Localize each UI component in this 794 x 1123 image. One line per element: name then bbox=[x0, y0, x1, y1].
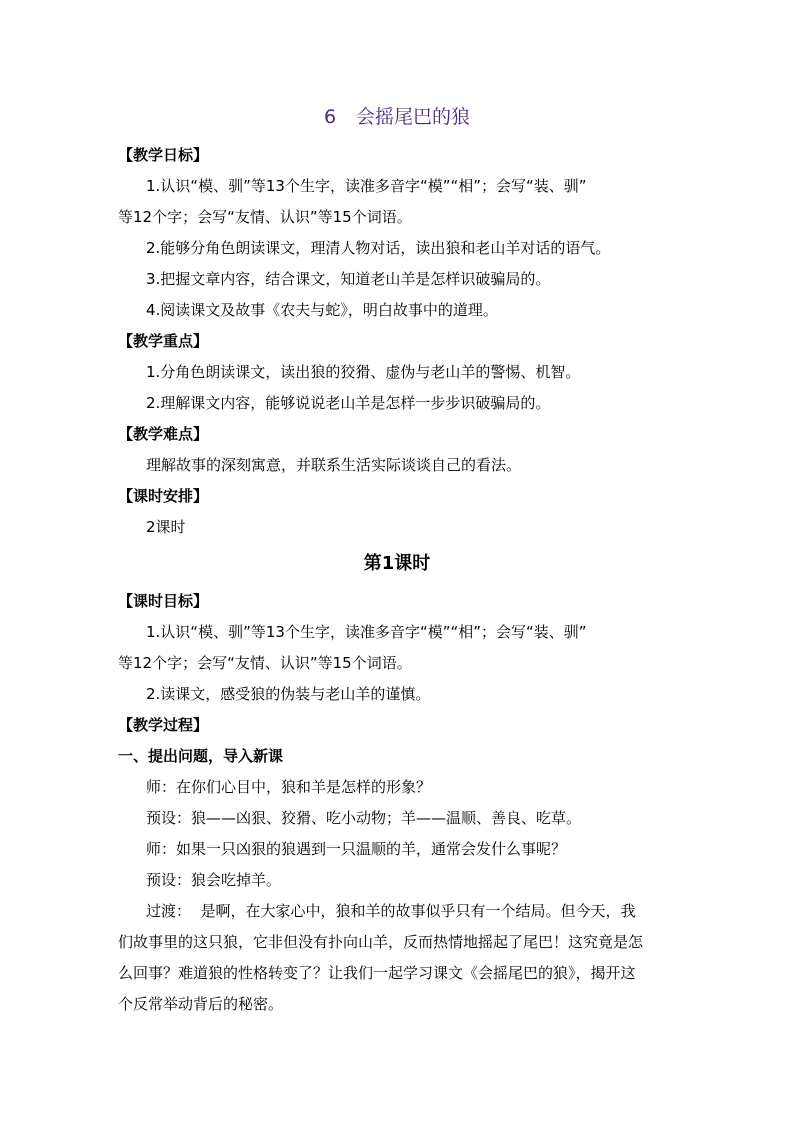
goals-heading: 【教学日标】 bbox=[118, 146, 209, 164]
difficulty-text: 理解故事的深刻寓意，并联系生活实际谈谈自己的看法。 bbox=[146, 456, 522, 474]
preset-answer-1: 预设：狼——凶狠、狡猾、吃小动物；羊——温顺、善良、吃草。 bbox=[146, 809, 582, 827]
period-goals-heading: 【课时目标】 bbox=[118, 592, 209, 610]
goal-2: 2.能够分角色朗读课文，理清人物对话，读出狼和老山羊对话的语气。 bbox=[146, 239, 611, 257]
teacher-question-2: 师：如果一只凶狠的狼遇到一只温顺的羊，通常会发什么事呢？ bbox=[146, 840, 567, 858]
process-heading: 【教学过程】 bbox=[118, 716, 209, 734]
goal-1-line-1: 1.认识“模、驯”等13个生字，读准多音字“模”“相”；会写“装、驯” bbox=[146, 177, 587, 195]
transition-line-1: 过渡： 是啊，在大家心中，狼和羊的故事似乎只有一个结局。但今天，我 bbox=[146, 902, 636, 920]
preset-answer-2: 预设：狼会吃掉羊。 bbox=[146, 871, 282, 889]
transition-line-3: 么回事？难道狼的性格转变了？让我们一起学习课文《会摇尾巴的狼》，揭开这 bbox=[118, 964, 636, 982]
transition-line-2: 们故事里的这只狼，它非但没有扑向山羊，反而热情地摇起了尾巴！这究竟是怎 bbox=[118, 933, 644, 951]
schedule-heading: 【课时安排】 bbox=[118, 487, 209, 505]
schedule-text: 2课时 bbox=[146, 518, 186, 536]
lesson-title bbox=[0, 105, 794, 129]
focus-heading: 【教学重点】 bbox=[118, 332, 209, 350]
teacher-question-1: 师：在你们心目中，狼和羊是怎样的形象？ bbox=[146, 778, 432, 796]
transition-line-4: 个反常举动背后的秘密。 bbox=[118, 995, 284, 1013]
lesson-title-text: 会摇尾巴的狼 bbox=[356, 106, 471, 128]
period-goal-1-line-1: 1.认识“模、驯”等13个生字，读准多音字“模”“相”；会写“装、驯” bbox=[146, 623, 587, 641]
period-goal-2: 2.读课文，感受狼的伪装与老山羊的谨慎。 bbox=[146, 685, 431, 703]
section-1-heading: 一、提出问题，导入新课 bbox=[118, 747, 284, 765]
goal-4: 4.阅读课文及故事《农夫与蛇》，明白故事中的道理。 bbox=[146, 301, 498, 319]
lesson-number: 6 bbox=[323, 106, 337, 128]
goal-3: 3.把握文章内容，结合课文，知道老山羊是怎样识破骗局的。 bbox=[146, 270, 551, 288]
period-goal-1-line-2: 等12个字；会写“友情、认识”等15个词语。 bbox=[118, 654, 412, 672]
focus-2: 2.理解课文内容，能够说说老山羊是怎样一步步识破骗局的。 bbox=[146, 394, 551, 412]
difficulty-heading: 【教学难点】 bbox=[118, 425, 209, 443]
period-title: 第1课时 bbox=[363, 553, 431, 574]
goal-1-line-2: 等12个字；会写“友情、认识”等15个词语。 bbox=[118, 208, 412, 226]
focus-1: 1.分角色朗读课文，读出狼的狡猾、虚伪与老山羊的警惕、机智。 bbox=[146, 363, 581, 381]
